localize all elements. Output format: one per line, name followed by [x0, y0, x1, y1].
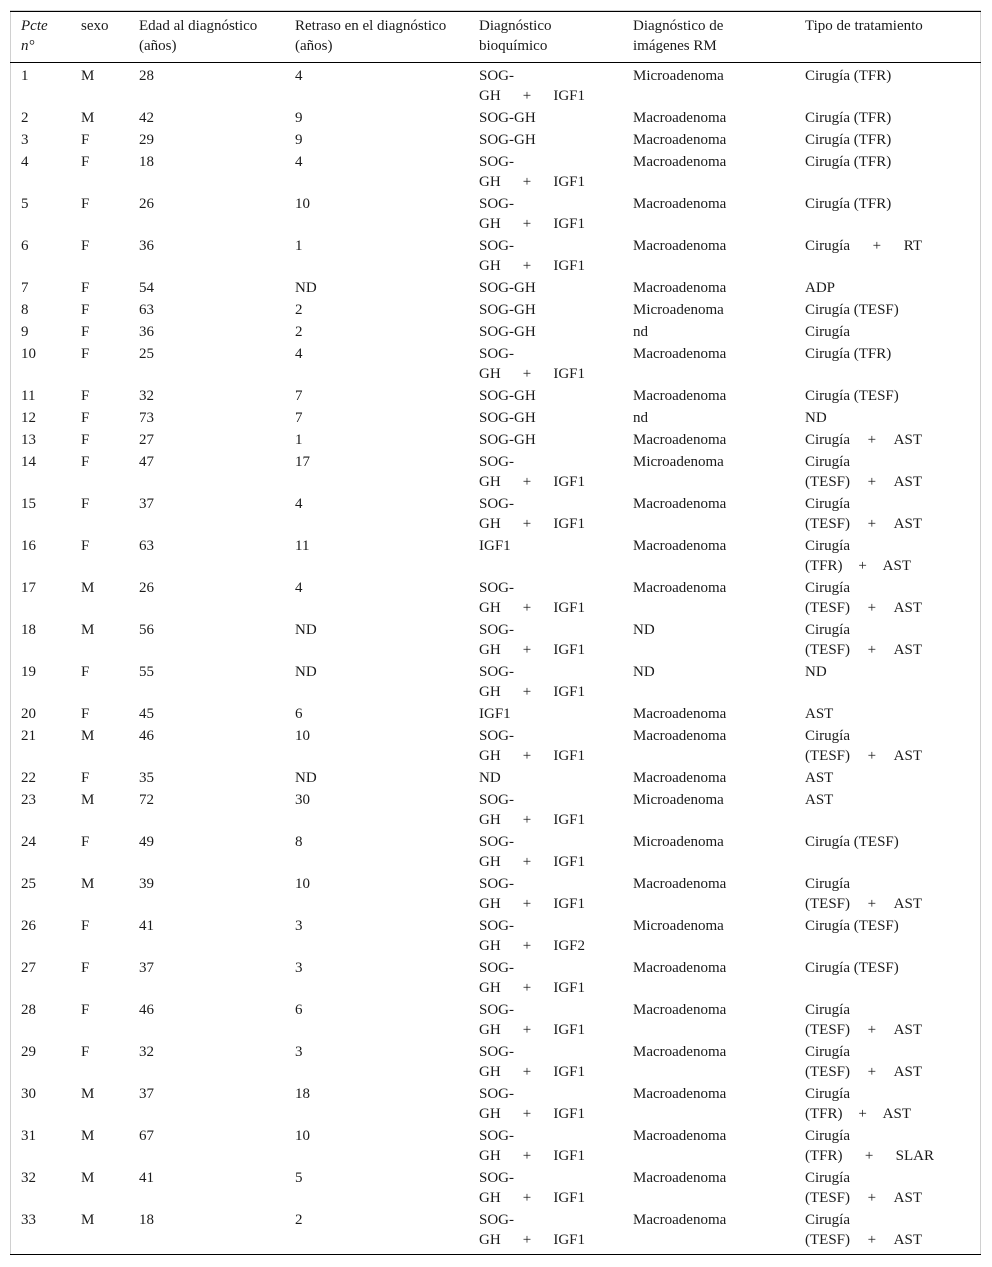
cell-bioquimico: SOG- GH + IGF1: [479, 834, 585, 870]
table-row: [0, 534, 992, 576]
cell-sexo: F: [81, 132, 90, 148]
cell-sexo: F: [81, 834, 90, 850]
cell-retraso: 3: [295, 1044, 303, 1060]
table-row: [0, 1124, 992, 1166]
header-rm: Diagnóstico de imágenes RM: [633, 18, 724, 54]
cell-rm: Macroadenoma: [633, 1212, 727, 1228]
cell-rm: Macroadenoma: [633, 1128, 727, 1144]
table-row: [0, 320, 992, 342]
cell-rm: Macroadenoma: [633, 1086, 727, 1102]
cell-bioquimico: SOG- GH + IGF1: [479, 580, 585, 616]
cell-sexo: F: [81, 410, 90, 426]
cell-pcte: 23: [21, 792, 36, 808]
cell-sexo: F: [81, 154, 90, 170]
cell-sexo: F: [81, 238, 90, 254]
cell-bioquimico: SOG-GH: [479, 280, 536, 296]
cell-edad: 73: [139, 410, 154, 426]
cell-tratamiento: Cirugía + AST: [805, 432, 922, 448]
cell-pcte: 15: [21, 496, 36, 512]
cell-pcte: 3: [21, 132, 29, 148]
cell-sexo: M: [81, 68, 95, 84]
header-retraso: Retraso en el diagnóstico (años): [295, 18, 447, 54]
cell-bioquimico: SOG- GH + IGF1: [479, 454, 585, 490]
cell-edad: 46: [139, 728, 154, 744]
cell-tratamiento: Cirugía (TESF) + AST: [805, 580, 922, 616]
cell-sexo: F: [81, 454, 90, 470]
cell-pcte: 7: [21, 280, 29, 296]
table-row: [0, 914, 992, 956]
cell-pcte: 30: [21, 1086, 36, 1102]
cell-sexo: F: [81, 432, 90, 448]
cell-tratamiento: Cirugía (TESF) + AST: [805, 1212, 922, 1248]
table-row: [0, 384, 992, 406]
cell-tratamiento: Cirugía (TESF) + AST: [805, 454, 922, 490]
cell-rm: Macroadenoma: [633, 1044, 727, 1060]
cell-edad: 32: [139, 1044, 154, 1060]
cell-tratamiento: Cirugía (TESF): [805, 834, 899, 850]
cell-rm: Macroadenoma: [633, 496, 727, 512]
cell-retraso: ND: [295, 622, 317, 638]
cell-retraso: 3: [295, 960, 303, 976]
header-sexo: sexo: [81, 18, 109, 34]
table-row: [0, 192, 992, 234]
cell-edad: 35: [139, 770, 154, 786]
cell-tratamiento: Cirugía (TESF) + AST: [805, 876, 922, 912]
cell-sexo: M: [81, 1212, 95, 1228]
cell-tratamiento: AST: [805, 706, 834, 722]
cell-bioquimico: SOG-GH: [479, 132, 536, 148]
cell-pcte: 29: [21, 1044, 36, 1060]
cell-tratamiento: Cirugía (TESF): [805, 960, 899, 976]
cell-pcte: 27: [21, 960, 36, 976]
table-row: [0, 1208, 992, 1250]
cell-pcte: 10: [21, 346, 36, 362]
cell-bioquimico: SOG- GH + IGF1: [479, 1044, 585, 1080]
cell-retraso: 10: [295, 876, 310, 892]
cell-edad: 45: [139, 706, 154, 722]
cell-bioquimico: SOG- GH + IGF1: [479, 68, 585, 104]
cell-sexo: M: [81, 876, 95, 892]
cell-sexo: M: [81, 622, 95, 638]
table-row: [0, 872, 992, 914]
cell-rm: Microadenoma: [633, 68, 724, 84]
cell-retraso: 10: [295, 728, 310, 744]
cell-pcte: 18: [21, 622, 36, 638]
cell-retraso: 2: [295, 1212, 303, 1228]
cell-edad: 67: [139, 1128, 154, 1144]
cell-pcte: 19: [21, 664, 36, 680]
table-bottom-rule: [10, 1254, 981, 1255]
cell-bioquimico: IGF1: [479, 706, 511, 722]
cell-rm: Macroadenoma: [633, 538, 727, 554]
table-row: [0, 660, 992, 702]
cell-sexo: M: [81, 1086, 95, 1102]
cell-edad: 18: [139, 154, 154, 170]
header-pcte: Pcte n°: [21, 18, 48, 54]
cell-retraso: 2: [295, 324, 303, 340]
table-row: [0, 724, 992, 766]
cell-edad: 55: [139, 664, 154, 680]
cell-rm: Macroadenoma: [633, 960, 727, 976]
cell-bioquimico: SOG- GH + IGF1: [479, 496, 585, 532]
cell-bioquimico: SOG- GH + IGF1: [479, 960, 585, 996]
cell-retraso: 10: [295, 1128, 310, 1144]
cell-sexo: F: [81, 538, 90, 554]
cell-pcte: 13: [21, 432, 36, 448]
cell-tratamiento: Cirugía (TFR) + AST: [805, 1086, 911, 1122]
cell-tratamiento: Cirugía (TFR) + AST: [805, 538, 911, 574]
cell-rm: ND: [633, 664, 655, 680]
cell-edad: 49: [139, 834, 154, 850]
cell-tratamiento: Cirugía (TFR): [805, 132, 892, 148]
cell-retraso: 1: [295, 432, 303, 448]
cell-retraso: 4: [295, 68, 303, 84]
cell-tratamiento: Cirugía (TFR): [805, 154, 892, 170]
table-row: [0, 450, 992, 492]
cell-retraso: 6: [295, 1002, 303, 1018]
cell-sexo: F: [81, 302, 90, 318]
table-row: [0, 766, 992, 788]
table-row: [0, 1166, 992, 1208]
cell-sexo: M: [81, 792, 95, 808]
cell-edad: 36: [139, 324, 154, 340]
table-body: [0, 64, 992, 1250]
cell-tratamiento: Cirugía (TFR): [805, 110, 892, 126]
cell-tratamiento: ADP: [805, 280, 836, 296]
cell-sexo: F: [81, 706, 90, 722]
cell-sexo: M: [81, 728, 95, 744]
cell-sexo: F: [81, 918, 90, 934]
cell-edad: 27: [139, 432, 154, 448]
cell-tratamiento: Cirugía (TESF) + AST: [805, 496, 922, 532]
cell-rm: Macroadenoma: [633, 1170, 727, 1186]
cell-retraso: 4: [295, 580, 303, 596]
cell-edad: 46: [139, 1002, 154, 1018]
cell-tratamiento: Cirugía (TESF): [805, 918, 899, 934]
cell-tratamiento: Cirugía (TESF) + AST: [805, 1002, 922, 1038]
cell-rm: Macroadenoma: [633, 876, 727, 892]
cell-bioquimico: SOG-GH: [479, 324, 536, 340]
cell-retraso: 17: [295, 454, 310, 470]
cell-rm: Microadenoma: [633, 834, 724, 850]
cell-retraso: ND: [295, 280, 317, 296]
cell-edad: 26: [139, 580, 154, 596]
table-row: [0, 406, 992, 428]
cell-edad: 72: [139, 792, 154, 808]
cell-edad: 37: [139, 960, 154, 976]
cell-pcte: 28: [21, 1002, 36, 1018]
table-header-rule: [10, 62, 981, 63]
cell-tratamiento: AST: [805, 770, 834, 786]
cell-sexo: F: [81, 346, 90, 362]
cell-pcte: 33: [21, 1212, 36, 1228]
cell-rm: Macroadenoma: [633, 728, 727, 744]
cell-edad: 37: [139, 496, 154, 512]
table-row: [0, 298, 992, 320]
cell-retraso: 30: [295, 792, 310, 808]
cell-bioquimico: IGF1: [479, 538, 511, 554]
cell-sexo: F: [81, 496, 90, 512]
cell-retraso: 7: [295, 388, 303, 404]
cell-rm: Macroadenoma: [633, 154, 727, 170]
cell-sexo: M: [81, 580, 95, 596]
cell-bioquimico: SOG- GH + IGF1: [479, 154, 585, 190]
cell-bioquimico: SOG- GH + IGF1: [479, 728, 585, 764]
cell-bioquimico: SOG- GH + IGF1: [479, 1170, 585, 1206]
cell-bioquimico: SOG-GH: [479, 302, 536, 318]
cell-bioquimico: SOG- GH + IGF1: [479, 622, 585, 658]
cell-tratamiento: Cirugía (TESF): [805, 388, 899, 404]
cell-edad: 39: [139, 876, 154, 892]
cell-bioquimico: SOG- GH + IGF1: [479, 346, 585, 382]
cell-sexo: F: [81, 324, 90, 340]
cell-sexo: M: [81, 110, 95, 126]
table-row: [0, 342, 992, 384]
table-row: [0, 128, 992, 150]
cell-rm: Macroadenoma: [633, 346, 727, 362]
cell-retraso: 11: [295, 538, 310, 554]
cell-edad: 26: [139, 196, 154, 212]
header-bioquimico: Diagnóstico bioquímico: [479, 18, 552, 54]
cell-pcte: 2: [21, 110, 29, 126]
header-edad: Edad al diagnóstico (años): [139, 18, 258, 54]
cell-bioquimico: SOG-GH: [479, 110, 536, 126]
cell-pcte: 8: [21, 302, 29, 318]
cell-pcte: 20: [21, 706, 36, 722]
table-row: [0, 64, 992, 106]
cell-retraso: ND: [295, 770, 317, 786]
cell-edad: 47: [139, 454, 154, 470]
cell-retraso: 7: [295, 410, 303, 426]
cell-tratamiento: Cirugía (TFR): [805, 346, 892, 362]
cell-rm: Macroadenoma: [633, 280, 727, 296]
cell-tratamiento: AST: [805, 792, 834, 808]
table-row: [0, 576, 992, 618]
cell-bioquimico: SOG- GH + IGF1: [479, 792, 585, 828]
cell-edad: 25: [139, 346, 154, 362]
table-row: [0, 702, 992, 724]
cell-rm: Macroadenoma: [633, 110, 727, 126]
cell-rm: nd: [633, 324, 648, 340]
table-row: [0, 234, 992, 276]
cell-bioquimico: SOG- GH + IGF1: [479, 876, 585, 912]
table-row: [0, 788, 992, 830]
table-row: [0, 276, 992, 298]
cell-pcte: 11: [21, 388, 36, 404]
cell-retraso: 9: [295, 110, 303, 126]
cell-pcte: 25: [21, 876, 36, 892]
cell-rm: Macroadenoma: [633, 770, 727, 786]
cell-edad: 54: [139, 280, 154, 296]
cell-retraso: 8: [295, 834, 303, 850]
cell-rm: Macroadenoma: [633, 1002, 727, 1018]
cell-pcte: 9: [21, 324, 29, 340]
table-row: [0, 150, 992, 192]
cell-rm: Microadenoma: [633, 792, 724, 808]
cell-edad: 36: [139, 238, 154, 254]
cell-rm: Macroadenoma: [633, 196, 727, 212]
cell-pcte: 6: [21, 238, 29, 254]
cell-retraso: 9: [295, 132, 303, 148]
cell-tratamiento: Cirugía (TESF) + AST: [805, 1044, 922, 1080]
table-row: [0, 428, 992, 450]
cell-pcte: 12: [21, 410, 36, 426]
cell-pcte: 1: [21, 68, 29, 84]
cell-rm: Macroadenoma: [633, 706, 727, 722]
cell-edad: 29: [139, 132, 154, 148]
cell-pcte: 5: [21, 196, 29, 212]
table-row: [0, 492, 992, 534]
cell-edad: 56: [139, 622, 154, 638]
cell-retraso: ND: [295, 664, 317, 680]
cell-pcte: 26: [21, 918, 36, 934]
cell-tratamiento: Cirugía: [805, 324, 850, 340]
table-row: [0, 998, 992, 1040]
table-row: [0, 106, 992, 128]
cell-pcte: 14: [21, 454, 36, 470]
cell-retraso: 10: [295, 196, 310, 212]
cell-retraso: 4: [295, 154, 303, 170]
cell-tratamiento: Cirugía (TFR) + SLAR: [805, 1128, 934, 1164]
cell-edad: 18: [139, 1212, 154, 1228]
cell-bioquimico: SOG- GH + IGF1: [479, 1128, 585, 1164]
cell-bioquimico: SOG- GH + IGF1: [479, 664, 585, 700]
cell-retraso: 2: [295, 302, 303, 318]
cell-sexo: F: [81, 388, 90, 404]
cell-pcte: 17: [21, 580, 36, 596]
cell-retraso: 6: [295, 706, 303, 722]
cell-rm: Macroadenoma: [633, 238, 727, 254]
cell-bioquimico: ND: [479, 770, 501, 786]
cell-sexo: F: [81, 1002, 90, 1018]
cell-tratamiento: Cirugía (TESF) + AST: [805, 728, 922, 764]
cell-retraso: 4: [295, 496, 303, 512]
cell-retraso: 4: [295, 346, 303, 362]
cell-sexo: F: [81, 280, 90, 296]
table-row: [0, 1082, 992, 1124]
cell-tratamiento: Cirugía (TESF) + AST: [805, 622, 922, 658]
cell-bioquimico: SOG- GH + IGF1: [479, 1212, 585, 1248]
cell-edad: 41: [139, 918, 154, 934]
cell-bioquimico: SOG- GH + IGF2: [479, 918, 585, 954]
cell-edad: 42: [139, 110, 154, 126]
cell-retraso: 1: [295, 238, 303, 254]
cell-retraso: 3: [295, 918, 303, 934]
cell-edad: 63: [139, 538, 154, 554]
table-row: [0, 1040, 992, 1082]
cell-bioquimico: SOG-GH: [479, 432, 536, 448]
cell-pcte: 4: [21, 154, 29, 170]
cell-pcte: 16: [21, 538, 36, 554]
cell-sexo: F: [81, 770, 90, 786]
cell-rm: Microadenoma: [633, 918, 724, 934]
cell-retraso: 5: [295, 1170, 303, 1186]
cell-sexo: F: [81, 196, 90, 212]
cell-bioquimico: SOG-GH: [479, 410, 536, 426]
cell-pcte: 22: [21, 770, 36, 786]
cell-rm: Macroadenoma: [633, 132, 727, 148]
cell-tratamiento: Cirugía (TFR): [805, 196, 892, 212]
cell-bioquimico: SOG- GH + IGF1: [479, 1002, 585, 1038]
cell-pcte: 32: [21, 1170, 36, 1186]
cell-bioquimico: SOG- GH + IGF1: [479, 238, 585, 274]
cell-edad: 28: [139, 68, 154, 84]
cell-sexo: F: [81, 664, 90, 680]
table-row: [0, 956, 992, 998]
cell-rm: nd: [633, 410, 648, 426]
cell-sexo: F: [81, 1044, 90, 1060]
cell-rm: Macroadenoma: [633, 388, 727, 404]
cell-tratamiento: Cirugía + RT: [805, 238, 922, 254]
cell-tratamiento: Cirugía (TESF): [805, 302, 899, 318]
cell-tratamiento: ND: [805, 410, 827, 426]
table-row: [0, 618, 992, 660]
cell-edad: 37: [139, 1086, 154, 1102]
cell-rm: ND: [633, 622, 655, 638]
cell-pcte: 24: [21, 834, 36, 850]
cell-tratamiento: Cirugía (TESF) + AST: [805, 1170, 922, 1206]
table-row: [0, 830, 992, 872]
cell-bioquimico: SOG-GH: [479, 388, 536, 404]
cell-rm: Macroadenoma: [633, 580, 727, 596]
cell-tratamiento: ND: [805, 664, 827, 680]
cell-rm: Microadenoma: [633, 454, 724, 470]
cell-edad: 63: [139, 302, 154, 318]
cell-sexo: F: [81, 960, 90, 976]
header-tratamiento: Tipo de tratamiento: [805, 18, 923, 34]
cell-bioquimico: SOG- GH + IGF1: [479, 1086, 585, 1122]
cell-rm: Microadenoma: [633, 302, 724, 318]
cell-pcte: 31: [21, 1128, 36, 1144]
cell-tratamiento: Cirugía (TFR): [805, 68, 892, 84]
cell-bioquimico: SOG- GH + IGF1: [479, 196, 585, 232]
cell-retraso: 18: [295, 1086, 310, 1102]
cell-pcte: 21: [21, 728, 36, 744]
cell-rm: Macroadenoma: [633, 432, 727, 448]
cell-edad: 32: [139, 388, 154, 404]
cell-sexo: M: [81, 1170, 95, 1186]
cell-sexo: M: [81, 1128, 95, 1144]
cell-edad: 41: [139, 1170, 154, 1186]
table-top-rule: [10, 11, 981, 12]
